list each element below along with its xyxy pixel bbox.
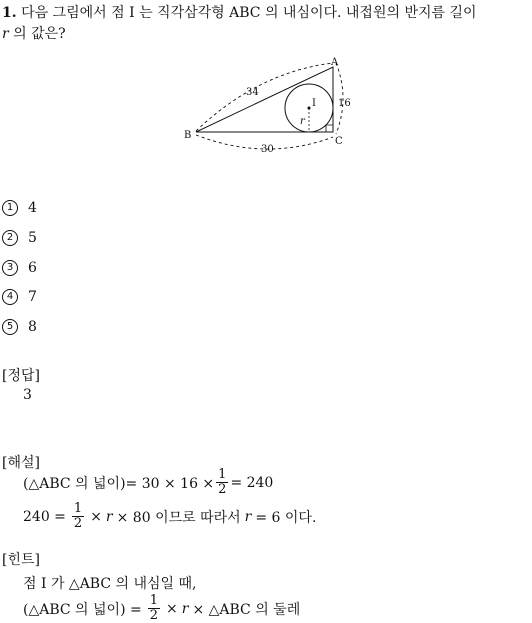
fraction-numerator: 1 bbox=[149, 593, 158, 608]
triangle-figure bbox=[0, 0, 532, 170]
option-value: 6 bbox=[28, 260, 37, 276]
explanation-text: 240 = bbox=[23, 508, 66, 525]
hint-line-2 bbox=[23, 594, 300, 623]
explanation-text: × 80 이므로 따라서 bbox=[116, 509, 241, 526]
option-marker: 1 bbox=[2, 200, 18, 216]
explanation-text: = 6 이다. bbox=[255, 509, 317, 526]
vertex-c-label: C bbox=[335, 136, 343, 147]
option-5[interactable] bbox=[2, 319, 37, 335]
explanation-text: × bbox=[90, 508, 102, 525]
explanation-line-1 bbox=[23, 468, 273, 497]
option-3[interactable] bbox=[2, 260, 37, 276]
option-marker: 3 bbox=[2, 260, 18, 276]
question-number: 1. bbox=[2, 5, 17, 21]
hint-heading: [힌트] bbox=[2, 552, 40, 568]
question-text-2: 의 값은? bbox=[8, 26, 66, 42]
fraction bbox=[72, 502, 84, 531]
vertex-a-label: A bbox=[331, 57, 339, 68]
side-bc-label: 30 bbox=[261, 144, 274, 155]
answer-heading: [정답] bbox=[2, 368, 40, 384]
vertex-b-label: B bbox=[184, 130, 192, 141]
fraction-denominator: 2 bbox=[218, 482, 227, 497]
hint-text: × △ABC 의 둘레 bbox=[192, 601, 301, 618]
explanation-text: = 240 bbox=[230, 474, 274, 491]
option-2[interactable] bbox=[2, 230, 37, 246]
option-value: 4 bbox=[28, 200, 37, 216]
option-value: 5 bbox=[28, 230, 37, 246]
fraction-numerator: 1 bbox=[73, 501, 83, 516]
option-1[interactable] bbox=[2, 200, 37, 216]
hint-text: × bbox=[166, 600, 178, 617]
hint-line-1: 점 I 가 △ABC 의 내심일 때, bbox=[23, 576, 197, 592]
option-marker: 2 bbox=[2, 230, 18, 246]
option-marker: 5 bbox=[2, 319, 18, 335]
hint-text: (△ABC 의 넓이) = bbox=[23, 601, 142, 618]
radius-label: r bbox=[300, 116, 305, 127]
arc-ab bbox=[196, 63, 333, 131]
explanation-line-2 bbox=[23, 502, 316, 531]
option-marker: 4 bbox=[2, 289, 18, 305]
explanation-text: (△ABC 의 넓이)= 30 × 16 × bbox=[23, 475, 215, 492]
answer-value: 3 bbox=[23, 387, 32, 403]
option-4[interactable] bbox=[2, 289, 37, 305]
fraction bbox=[148, 594, 160, 623]
radius-variable: r bbox=[244, 508, 252, 525]
fraction-numerator: 1 bbox=[218, 467, 227, 482]
right-angle-mark bbox=[326, 125, 333, 132]
radius-variable: r bbox=[105, 508, 113, 525]
side-ab-label: 34 bbox=[246, 87, 259, 98]
fraction bbox=[216, 468, 228, 497]
radius-variable: r bbox=[2, 26, 9, 42]
incenter-label: I bbox=[312, 98, 316, 109]
side-ac-label: 16 bbox=[338, 98, 351, 109]
fraction-denominator: 2 bbox=[73, 516, 83, 531]
explanation-heading: [해설] bbox=[2, 455, 40, 471]
question-text: 다음 그림에서 점 I 는 직각삼각형 ABC 의 내심이다. 내접원의 반지름 길이 bbox=[21, 5, 477, 21]
radius-variable: r bbox=[181, 600, 189, 617]
option-value: 7 bbox=[28, 289, 37, 305]
fraction-denominator: 2 bbox=[149, 608, 158, 623]
option-value: 8 bbox=[28, 319, 37, 335]
